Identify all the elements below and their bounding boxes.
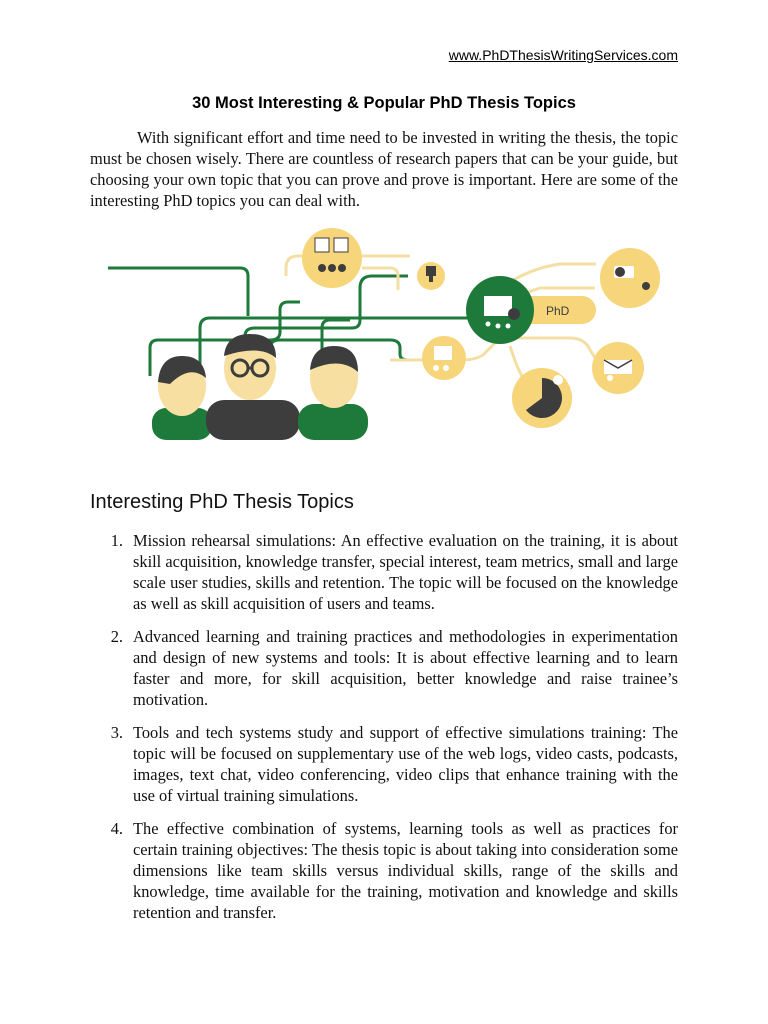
list-item-number: 3. [110,723,123,742]
person-center [206,334,300,440]
mail-icon [592,342,644,394]
phd-label: PhD [546,304,570,318]
intro-paragraph: With significant effort and time need to be invested in writing the thesis, the topic must be chosen wisely. There are countless of research papers that can be your guide, but choosing your own topic that you can prove and prove is important. Here are some of the interesting PhD topics you can deal with. [90,128,678,210]
list-item-text: Advanced learning and training practices and methodologies in experimentation and design of new systems and tools: It is about effective learning and to learn faster and more, for skill acquisition, better knowledge and raise trainee’s motivation. [133,627,678,709]
topics-list [90,530,678,935]
list-item [90,722,678,806]
presentation-icon [302,228,362,288]
list-item-text: Tools and tech systems study and support of effective simulations training: The topic will be focused on supplementary use of the web logs, video casts, podcasts, images, text chat, video conferencing, video clips that enhance training with the use of virtual training simulations. [133,723,678,805]
section-heading: Interesting PhD Thesis Topics [90,491,354,513]
list-item-number: 2. [110,627,123,646]
list-item [90,626,678,710]
list-item [90,530,678,614]
phd-badge [466,276,596,344]
document-title: 30 Most Interesting & Popular PhD Thesis Topics [192,94,576,112]
site-link[interactable]: www.PhDThesisWritingServices.com [448,47,678,63]
list-item-number: 4. [110,819,123,838]
person-right [298,346,368,440]
list-item-text: The effective combination of systems, learning tools as well as practices for certain training objectives: The thesis topic is about taking into consideration some dimensions like team skills versus individual skills, range of the skills and knowledge, time available for the training, motivation and knowledge and skills retention and transfer. [133,819,678,922]
list-item-number: 1. [110,531,123,550]
phd-topics-illustration [90,228,678,440]
person-left [152,356,212,440]
list-item-text: Mission rehearsal simulations: An effective evaluation on the training, it is about skill acquisition, knowledge transfer, special interest, team metrics, small and large scale user studies, skills and retention. The topic will be focused on the knowledge as well as skill acquisition of users and teams. [133,531,678,613]
pie-chart-icon [512,368,572,428]
award-icon [417,262,445,290]
calendar-icon [422,336,466,380]
list-item [90,818,678,923]
chat-icon [600,248,660,308]
